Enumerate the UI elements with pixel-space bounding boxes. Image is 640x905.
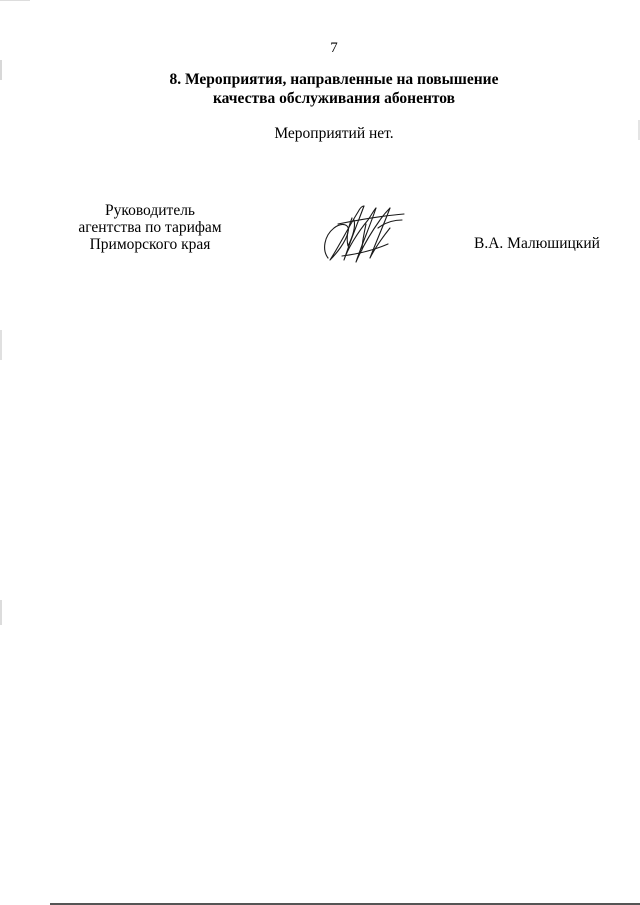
page-number: 7	[330, 40, 338, 56]
signer-name: В.А. Малюшицкий	[474, 235, 600, 252]
signer-position-line-3: Приморского края	[89, 236, 211, 253]
signer-position-line-2: агентства по тарифам	[78, 219, 222, 236]
signer-position-line-1: Руководитель	[104, 202, 196, 219]
signature-icon	[318, 198, 408, 270]
section-heading-line-2: качества обслуживания абонентов	[212, 90, 456, 107]
signer-position	[60, 202, 240, 253]
section-body-text: Мероприятий нет.	[274, 125, 394, 142]
section-heading	[0, 70, 640, 108]
scan-top-mark	[0, 0, 30, 1]
section-heading-line-1: 8. Мероприятия, направленные на повышение	[169, 71, 499, 88]
